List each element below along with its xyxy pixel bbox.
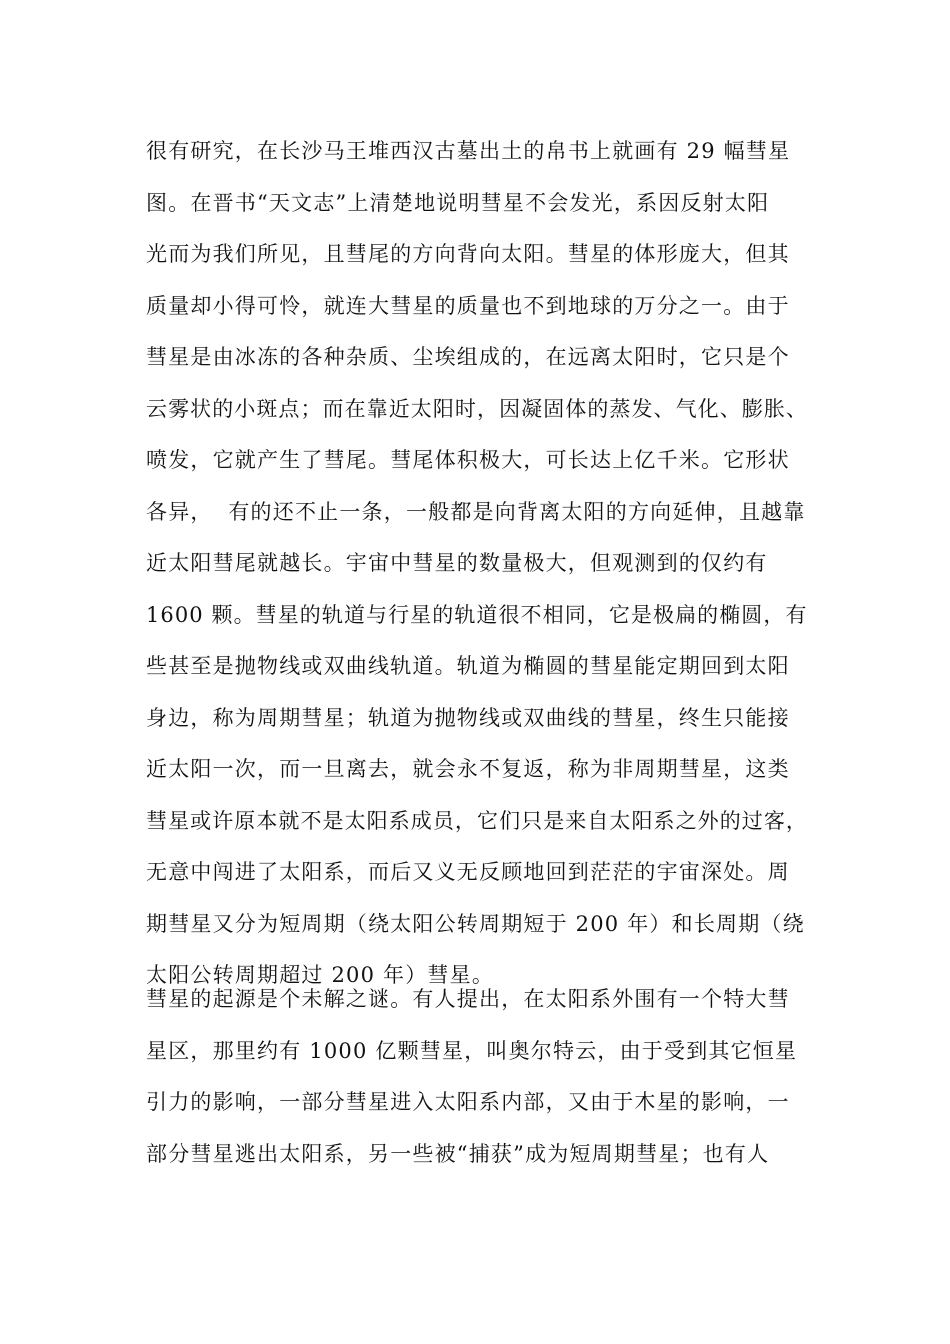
text-line: 图。在晋书“天文志”上清楚地说明彗星不会发光，系因反射太阳	[146, 190, 770, 215]
text-line: 近太阳彗尾就越长。宇宙中彗星的数量极大，但观测到的仅约有	[146, 551, 768, 575]
text-line: 喷发，它就产生了彗尾。彗尾体积极大，可长达上亿千米。它形状	[146, 448, 790, 472]
text-line: 1600 颗。彗星的轨道与行星的轨道很不相同，它是极扁的椭圆，有	[146, 602, 808, 627]
text-line: 很有研究，在长沙马王堆西汉古墓出土的帛书上就画有 29 幅彗星	[146, 139, 791, 163]
text-line: 星区，那里约有 1000 亿颗彗星，叫奥尔特云，由于受到其它恒星	[146, 1038, 798, 1063]
text-line: 太阳公转周期超过 200 年）彗星。	[146, 963, 495, 987]
text-line: 彗星或许原本就不是太阳系成员，它们只是来自太阳系之外的过客，	[146, 808, 808, 833]
text-line: 云雾状的小斑点；而在靠近太阳时，因凝固体的蒸发、气化、膨胀、	[146, 396, 808, 421]
text-line: 各异， 有的还不止一条，一般都是向背离太阳的方向延伸，且越靠	[146, 499, 806, 524]
text-line: 些甚至是抛物线或双曲线轨道。轨道为椭圆的彗星能定期回到太阳	[146, 654, 790, 678]
text-line: 部分彗星逃出太阳系，另一些被“捕获”成为短周期彗星；也有人	[146, 1141, 770, 1166]
text-line: 身边，称为周期彗星；轨道为抛物线或双曲线的彗星，终生只能接	[146, 705, 790, 730]
paragraph-comet-properties	[146, 126, 808, 1002]
text-line: 光而为我们所见，且彗尾的方向背向太阳。彗星的体形庞大，但其	[146, 242, 790, 266]
text-line: 无意中闯进了太阳系，而后又义无反顾地回到茫茫的宇宙深处。周	[146, 860, 790, 884]
paragraph-comet-origin	[146, 974, 808, 1180]
text-line: 彗星的起源是个未解之谜。有人提出，在太阳系外围有一个特大彗	[146, 987, 790, 1011]
text-line: 引力的影响，一部分彗星进入太阳系内部，又由于木星的影响，一	[146, 1090, 790, 1114]
text-line: 质量却小得可怜，就连大彗星的质量也不到地球的万分之一。由于	[146, 293, 790, 318]
text-line: 期彗星又分为短周期（绕太阳公转周期短于 200 年）和长周期（绕	[146, 911, 805, 936]
text-line: 近太阳一次，而一旦离去，就会永不复返，称为非周期彗星，这类	[146, 757, 790, 781]
text-line: 彗星是由冰冻的各种杂质、尘埃组成的，在远离太阳时，它只是个	[146, 345, 790, 369]
